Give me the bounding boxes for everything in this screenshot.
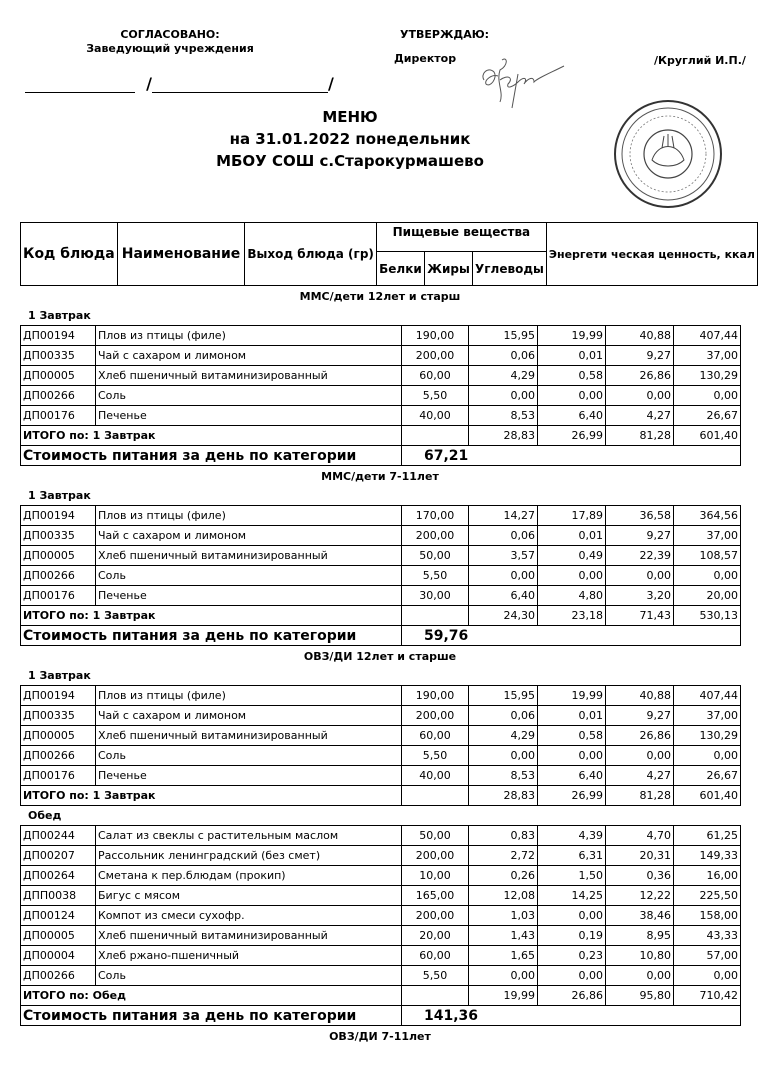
menu-title: МЕНЮ (322, 108, 378, 126)
category-label: ОВЗ/ДИ 12лет и старше (303, 650, 457, 663)
dish-code: ДП00005 (21, 366, 96, 386)
dish-protein: 15,95 (469, 326, 538, 346)
dish-energy: 0,00 (674, 566, 741, 586)
dish-carbs: 9,27 (606, 706, 674, 726)
dish-carbs: 9,27 (606, 346, 674, 366)
dish-fat: 0,00 (538, 906, 606, 926)
col-header-code: Код блюда (21, 223, 118, 286)
dish-code: ДП00194 (21, 506, 96, 526)
dish-carbs: 0,00 (606, 746, 674, 766)
table-row (21, 346, 741, 366)
dish-protein: 0,00 (469, 386, 538, 406)
dish-name: Рассольник ленинградский (без смет) (96, 846, 402, 866)
dish-code: ДП00335 (21, 526, 96, 546)
dish-code: ДП00194 (21, 326, 96, 346)
col-header-yield: Выход блюда (гр) (245, 223, 376, 286)
dish-name: Соль (96, 566, 402, 586)
menu-table-section (20, 325, 741, 466)
dish-name: Плов из птицы (филе) (96, 686, 402, 706)
total-yield (402, 606, 469, 626)
dish-carbs: 38,46 (606, 906, 674, 926)
total-carbs: 95,80 (606, 986, 674, 1006)
dish-carbs: 22,39 (606, 546, 674, 566)
dish-code: ДП00266 (21, 386, 96, 406)
dish-fat: 6,40 (538, 406, 606, 426)
dish-carbs: 12,22 (606, 886, 674, 906)
total-row (21, 606, 741, 626)
total-energy: 710,42 (674, 986, 741, 1006)
dish-protein: 2,72 (469, 846, 538, 866)
dish-protein: 1,65 (469, 946, 538, 966)
dish-fat: 0,19 (538, 926, 606, 946)
cost-row (21, 446, 741, 466)
dish-energy: 57,00 (674, 946, 741, 966)
dish-name: Печенье (96, 406, 402, 426)
menu-table-section (20, 505, 741, 646)
dish-code: ДП00335 (21, 706, 96, 726)
dish-name: Печенье (96, 766, 402, 786)
dish-protein: 12,08 (469, 886, 538, 906)
dish-yield: 170,00 (402, 506, 469, 526)
category-label: ОВЗ/ДИ 7-11лет (329, 1030, 431, 1043)
dish-fat: 0,01 (538, 346, 606, 366)
dish-fat: 0,58 (538, 726, 606, 746)
dish-carbs: 10,80 (606, 946, 674, 966)
table-row (21, 406, 741, 426)
dish-yield: 200,00 (402, 346, 469, 366)
dish-fat: 0,23 (538, 946, 606, 966)
dish-carbs: 4,70 (606, 826, 674, 846)
dish-carbs: 26,86 (606, 726, 674, 746)
dish-code: ДП00266 (21, 746, 96, 766)
dish-energy: 0,00 (674, 746, 741, 766)
dish-protein: 1,03 (469, 906, 538, 926)
dish-code: ДП00194 (21, 686, 96, 706)
dish-yield: 200,00 (402, 846, 469, 866)
dish-protein: 0,06 (469, 346, 538, 366)
dish-fat: 19,99 (538, 326, 606, 346)
dish-yield: 200,00 (402, 906, 469, 926)
dish-carbs: 0,36 (606, 866, 674, 886)
dish-energy: 130,29 (674, 366, 741, 386)
dish-energy: 43,33 (674, 926, 741, 946)
cost-value: 59,76 (402, 626, 741, 646)
meal-label: 1 Завтрак (28, 489, 91, 502)
menu-table-header (20, 222, 758, 286)
dish-energy: 37,00 (674, 346, 741, 366)
dish-name: Компот из смеси сухофр. (96, 906, 402, 926)
menu-table-section (20, 825, 741, 1026)
dish-code: ДПП0038 (21, 886, 96, 906)
dish-energy: 0,00 (674, 966, 741, 986)
dish-yield: 60,00 (402, 946, 469, 966)
table-row (21, 886, 741, 906)
meal-label: 1 Завтрак (28, 669, 91, 682)
table-row (21, 866, 741, 886)
dish-protein: 8,53 (469, 766, 538, 786)
dish-carbs: 8,95 (606, 926, 674, 946)
dish-energy: 61,25 (674, 826, 741, 846)
table-row (21, 586, 741, 606)
dish-fat: 0,00 (538, 966, 606, 986)
dish-fat: 0,00 (538, 386, 606, 406)
dish-carbs: 3,20 (606, 586, 674, 606)
total-fat: 26,99 (538, 786, 606, 806)
total-carbs: 81,28 (606, 786, 674, 806)
table-row (21, 906, 741, 926)
cost-row (21, 626, 741, 646)
dish-name: Соль (96, 746, 402, 766)
dish-fat: 4,39 (538, 826, 606, 846)
dish-fat: 17,89 (538, 506, 606, 526)
dish-protein: 0,00 (469, 746, 538, 766)
table-row (21, 326, 741, 346)
dish-protein: 0,06 (469, 706, 538, 726)
total-label: ИТОГО по: Обед (21, 986, 402, 1006)
dish-name: Салат из свеклы с растительным маслом (96, 826, 402, 846)
cost-label: Стоимость питания за день по категории (21, 626, 402, 646)
total-protein: 19,99 (469, 986, 538, 1006)
dish-code: ДП00266 (21, 566, 96, 586)
dish-yield: 190,00 (402, 326, 469, 346)
dish-carbs: 26,86 (606, 366, 674, 386)
dish-energy: 26,67 (674, 766, 741, 786)
dish-yield: 5,50 (402, 566, 469, 586)
dish-carbs: 36,58 (606, 506, 674, 526)
total-energy: 601,40 (674, 786, 741, 806)
dish-code: ДП00005 (21, 926, 96, 946)
dish-fat: 0,00 (538, 746, 606, 766)
table-row (21, 686, 741, 706)
dish-carbs: 4,27 (606, 406, 674, 426)
total-fat: 23,18 (538, 606, 606, 626)
meal-label: Обед (28, 809, 62, 822)
dish-fat: 6,31 (538, 846, 606, 866)
menu-table-section (20, 685, 741, 806)
dish-name: Хлеб ржано-пшеничный (96, 946, 402, 966)
dish-protein: 0,83 (469, 826, 538, 846)
dish-fat: 19,99 (538, 686, 606, 706)
table-row (21, 546, 741, 566)
col-header-nutrients: Пищевые вещества (376, 223, 546, 252)
dish-yield: 50,00 (402, 826, 469, 846)
dish-protein: 6,40 (469, 586, 538, 606)
dish-protein: 15,95 (469, 686, 538, 706)
total-yield (402, 426, 469, 446)
table-row (21, 946, 741, 966)
dish-name: Хлеб пшеничный витаминизированный (96, 926, 402, 946)
dish-protein: 4,29 (469, 726, 538, 746)
col-header-protein: Белки (376, 252, 424, 286)
dish-name: Хлеб пшеничный витаминизированный (96, 726, 402, 746)
dish-fat: 0,01 (538, 706, 606, 726)
dish-name: Чай с сахаром и лимоном (96, 346, 402, 366)
dish-yield: 20,00 (402, 926, 469, 946)
dish-yield: 190,00 (402, 686, 469, 706)
dish-fat: 0,00 (538, 566, 606, 586)
dish-carbs: 40,88 (606, 686, 674, 706)
category-label: ММС/дети 12лет и старш (299, 290, 461, 303)
dish-energy: 108,57 (674, 546, 741, 566)
dish-yield: 165,00 (402, 886, 469, 906)
agreed-role: Заведующий учреждения (86, 42, 254, 55)
dish-code: ДП00266 (21, 966, 96, 986)
total-protein: 24,30 (469, 606, 538, 626)
total-energy: 601,40 (674, 426, 741, 446)
total-fat: 26,99 (538, 426, 606, 446)
dish-yield: 50,00 (402, 546, 469, 566)
page-title (180, 106, 520, 172)
agreed-title: СОГЛАСОВАНО: (120, 28, 220, 41)
dish-energy: 0,00 (674, 386, 741, 406)
dish-protein: 14,27 (469, 506, 538, 526)
table-row (21, 726, 741, 746)
total-carbs: 81,28 (606, 426, 674, 446)
dish-yield: 200,00 (402, 526, 469, 546)
dish-name: Чай с сахаром и лимоном (96, 526, 402, 546)
dish-yield: 60,00 (402, 726, 469, 746)
dish-energy: 20,00 (674, 586, 741, 606)
dish-protein: 0,00 (469, 966, 538, 986)
dish-protein: 3,57 (469, 546, 538, 566)
total-yield (402, 986, 469, 1006)
dish-energy: 364,56 (674, 506, 741, 526)
dish-fat: 14,25 (538, 886, 606, 906)
dish-name: Плов из птицы (филе) (96, 326, 402, 346)
dish-energy: 37,00 (674, 706, 741, 726)
signature-icon (478, 52, 568, 112)
table-row (21, 386, 741, 406)
dish-yield: 40,00 (402, 406, 469, 426)
dish-name: Хлеб пшеничный витаминизированный (96, 546, 402, 566)
dish-energy: 130,29 (674, 726, 741, 746)
dish-code: ДП00004 (21, 946, 96, 966)
table-row (21, 966, 741, 986)
dish-name: Плов из птицы (филе) (96, 506, 402, 526)
table-row (21, 926, 741, 946)
dish-code: ДП00244 (21, 826, 96, 846)
dish-energy: 225,50 (674, 886, 741, 906)
dish-carbs: 0,00 (606, 386, 674, 406)
dish-protein: 4,29 (469, 366, 538, 386)
dish-carbs: 9,27 (606, 526, 674, 546)
dish-energy: 407,44 (674, 326, 741, 346)
table-row (21, 846, 741, 866)
table-row (21, 826, 741, 846)
col-header-energy: Энергети ческая ценность, ккал (546, 223, 757, 286)
dish-code: ДП00124 (21, 906, 96, 926)
dish-energy: 16,00 (674, 866, 741, 886)
total-protein: 28,83 (469, 426, 538, 446)
approve-title: УТВЕРЖДАЮ: (400, 28, 490, 41)
dish-code: ДП00005 (21, 546, 96, 566)
total-yield (402, 786, 469, 806)
cost-label: Стоимость питания за день по категории (21, 446, 402, 466)
dish-yield: 5,50 (402, 966, 469, 986)
dish-energy: 149,33 (674, 846, 741, 866)
col-header-name: Наименование (117, 223, 245, 286)
table-row (21, 366, 741, 386)
dish-fat: 0,01 (538, 526, 606, 546)
dish-name: Бигус с мясом (96, 886, 402, 906)
dish-protein: 0,00 (469, 566, 538, 586)
total-row (21, 986, 741, 1006)
menu-date: на 31.01.2022 понедельник (229, 130, 471, 148)
dish-yield: 30,00 (402, 586, 469, 606)
dish-carbs: 20,31 (606, 846, 674, 866)
dish-yield: 5,50 (402, 386, 469, 406)
dish-carbs: 0,00 (606, 966, 674, 986)
cost-label: Стоимость питания за день по категории (21, 1006, 402, 1026)
dish-name: Чай с сахаром и лимоном (96, 706, 402, 726)
dish-energy: 407,44 (674, 686, 741, 706)
dish-name: Сметана к пер.блюдам (прокип) (96, 866, 402, 886)
dish-protein: 8,53 (469, 406, 538, 426)
dish-energy: 37,00 (674, 526, 741, 546)
dish-yield: 60,00 (402, 366, 469, 386)
meal-label: 1 Завтрак (28, 309, 91, 322)
dish-yield: 10,00 (402, 866, 469, 886)
col-header-fat: Жиры (425, 252, 473, 286)
dish-carbs: 40,88 (606, 326, 674, 346)
director-label: Директор (394, 52, 457, 65)
total-label: ИТОГО по: 1 Завтрак (21, 606, 402, 626)
agreed-block (60, 28, 280, 56)
dish-code: ДП00005 (21, 726, 96, 746)
dish-fat: 0,58 (538, 366, 606, 386)
dish-code: ДП00176 (21, 406, 96, 426)
dish-fat: 4,80 (538, 586, 606, 606)
table-row (21, 746, 741, 766)
total-row (21, 786, 741, 806)
dish-protein: 0,06 (469, 526, 538, 546)
dish-carbs: 0,00 (606, 566, 674, 586)
table-row (21, 526, 741, 546)
dish-yield: 5,50 (402, 746, 469, 766)
col-header-carbs: Углеводы (473, 252, 547, 286)
dish-name: Печенье (96, 586, 402, 606)
total-carbs: 71,43 (606, 606, 674, 626)
dish-name: Хлеб пшеничный витаминизированный (96, 366, 402, 386)
dish-fat: 1,50 (538, 866, 606, 886)
table-row (21, 766, 741, 786)
dish-code: ДП00264 (21, 866, 96, 886)
total-row (21, 426, 741, 446)
dish-name: Соль (96, 966, 402, 986)
category-label: ММС/дети 7-11лет (321, 470, 439, 483)
dish-yield: 40,00 (402, 766, 469, 786)
dish-name: Соль (96, 386, 402, 406)
dish-yield: 200,00 (402, 706, 469, 726)
dish-protein: 1,43 (469, 926, 538, 946)
director-name: /Круглий И.П./ (654, 54, 746, 67)
dish-code: ДП00176 (21, 586, 96, 606)
total-protein: 28,83 (469, 786, 538, 806)
total-label: ИТОГО по: 1 Завтрак (21, 786, 402, 806)
total-fat: 26,86 (538, 986, 606, 1006)
dish-protein: 0,26 (469, 866, 538, 886)
table-row (21, 706, 741, 726)
signature-lines: / / (25, 74, 334, 93)
dish-fat: 6,40 (538, 766, 606, 786)
cost-row (21, 1006, 741, 1026)
school-name: МБОУ СОШ с.Старокурмашево (216, 152, 484, 170)
dish-code: ДП00207 (21, 846, 96, 866)
cost-value: 67,21 (402, 446, 741, 466)
total-label: ИТОГО по: 1 Завтрак (21, 426, 402, 446)
dish-carbs: 4,27 (606, 766, 674, 786)
dish-fat: 0,49 (538, 546, 606, 566)
official-seal-icon (612, 98, 724, 210)
table-row (21, 566, 741, 586)
dish-code: ДП00176 (21, 766, 96, 786)
cost-value: 141,36 (402, 1006, 741, 1026)
dish-code: ДП00335 (21, 346, 96, 366)
dish-energy: 158,00 (674, 906, 741, 926)
table-row (21, 506, 741, 526)
dish-energy: 26,67 (674, 406, 741, 426)
total-energy: 530,13 (674, 606, 741, 626)
